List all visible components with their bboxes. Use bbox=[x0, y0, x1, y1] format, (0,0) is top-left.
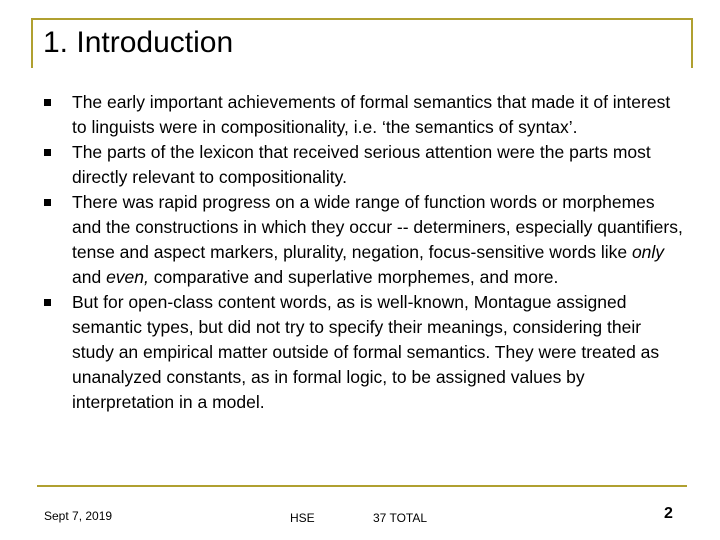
bullet-list bbox=[44, 90, 684, 415]
bullet-item bbox=[44, 190, 684, 290]
page-number: 2 bbox=[664, 505, 673, 522]
bullet-item bbox=[44, 90, 684, 140]
footer-center-text: HSE bbox=[290, 511, 315, 525]
bullet-text: The early important achievements of formal semantics that made it of interest to linguists were in compositionality, i.e. ‘the semantics of syntax’. bbox=[72, 92, 671, 137]
bullet-text-italic: even, bbox=[106, 267, 149, 287]
footer-date: Sept 7, 2019 bbox=[44, 509, 113, 523]
footer-total-text: 37 TOTAL bbox=[373, 511, 428, 525]
footer-divider bbox=[37, 485, 687, 487]
bullet-item bbox=[44, 140, 684, 190]
bullet-text-italic: only bbox=[631, 242, 665, 262]
bullet-text: The parts of the lexicon that received serious attention were the parts most directly relevant to compositionality. bbox=[72, 142, 651, 187]
bullet-text: There was rapid progress on a wide range of function words or morphemes and the constructions in which they occur -- determiners, especially quantifiers, tense and aspect markers, plurality, negation, focus-sensitive words like bbox=[72, 192, 683, 262]
square-bullet-icon bbox=[44, 99, 51, 106]
slide-title: 1. Introduction bbox=[43, 26, 234, 59]
title-frame-right-line bbox=[691, 18, 693, 68]
title-frame-top-line bbox=[31, 18, 693, 20]
title-frame-left-line bbox=[31, 18, 33, 68]
bullet-item bbox=[44, 290, 684, 415]
square-bullet-icon bbox=[44, 199, 51, 206]
square-bullet-icon bbox=[44, 299, 51, 306]
bullet-text: and bbox=[72, 267, 107, 287]
square-bullet-icon bbox=[44, 149, 51, 156]
bullet-text: comparative and superlative morphemes, and more. bbox=[148, 267, 559, 287]
bullet-text: But for open-class content words, as is well-known, Montague assigned semantic types, but did not try to specify their meanings, considering their study an empirical matter outside of formal semantics. They were treated as unanalyzed constants, as in formal logic, to be assigned values by interpretation in a model. bbox=[72, 292, 660, 412]
